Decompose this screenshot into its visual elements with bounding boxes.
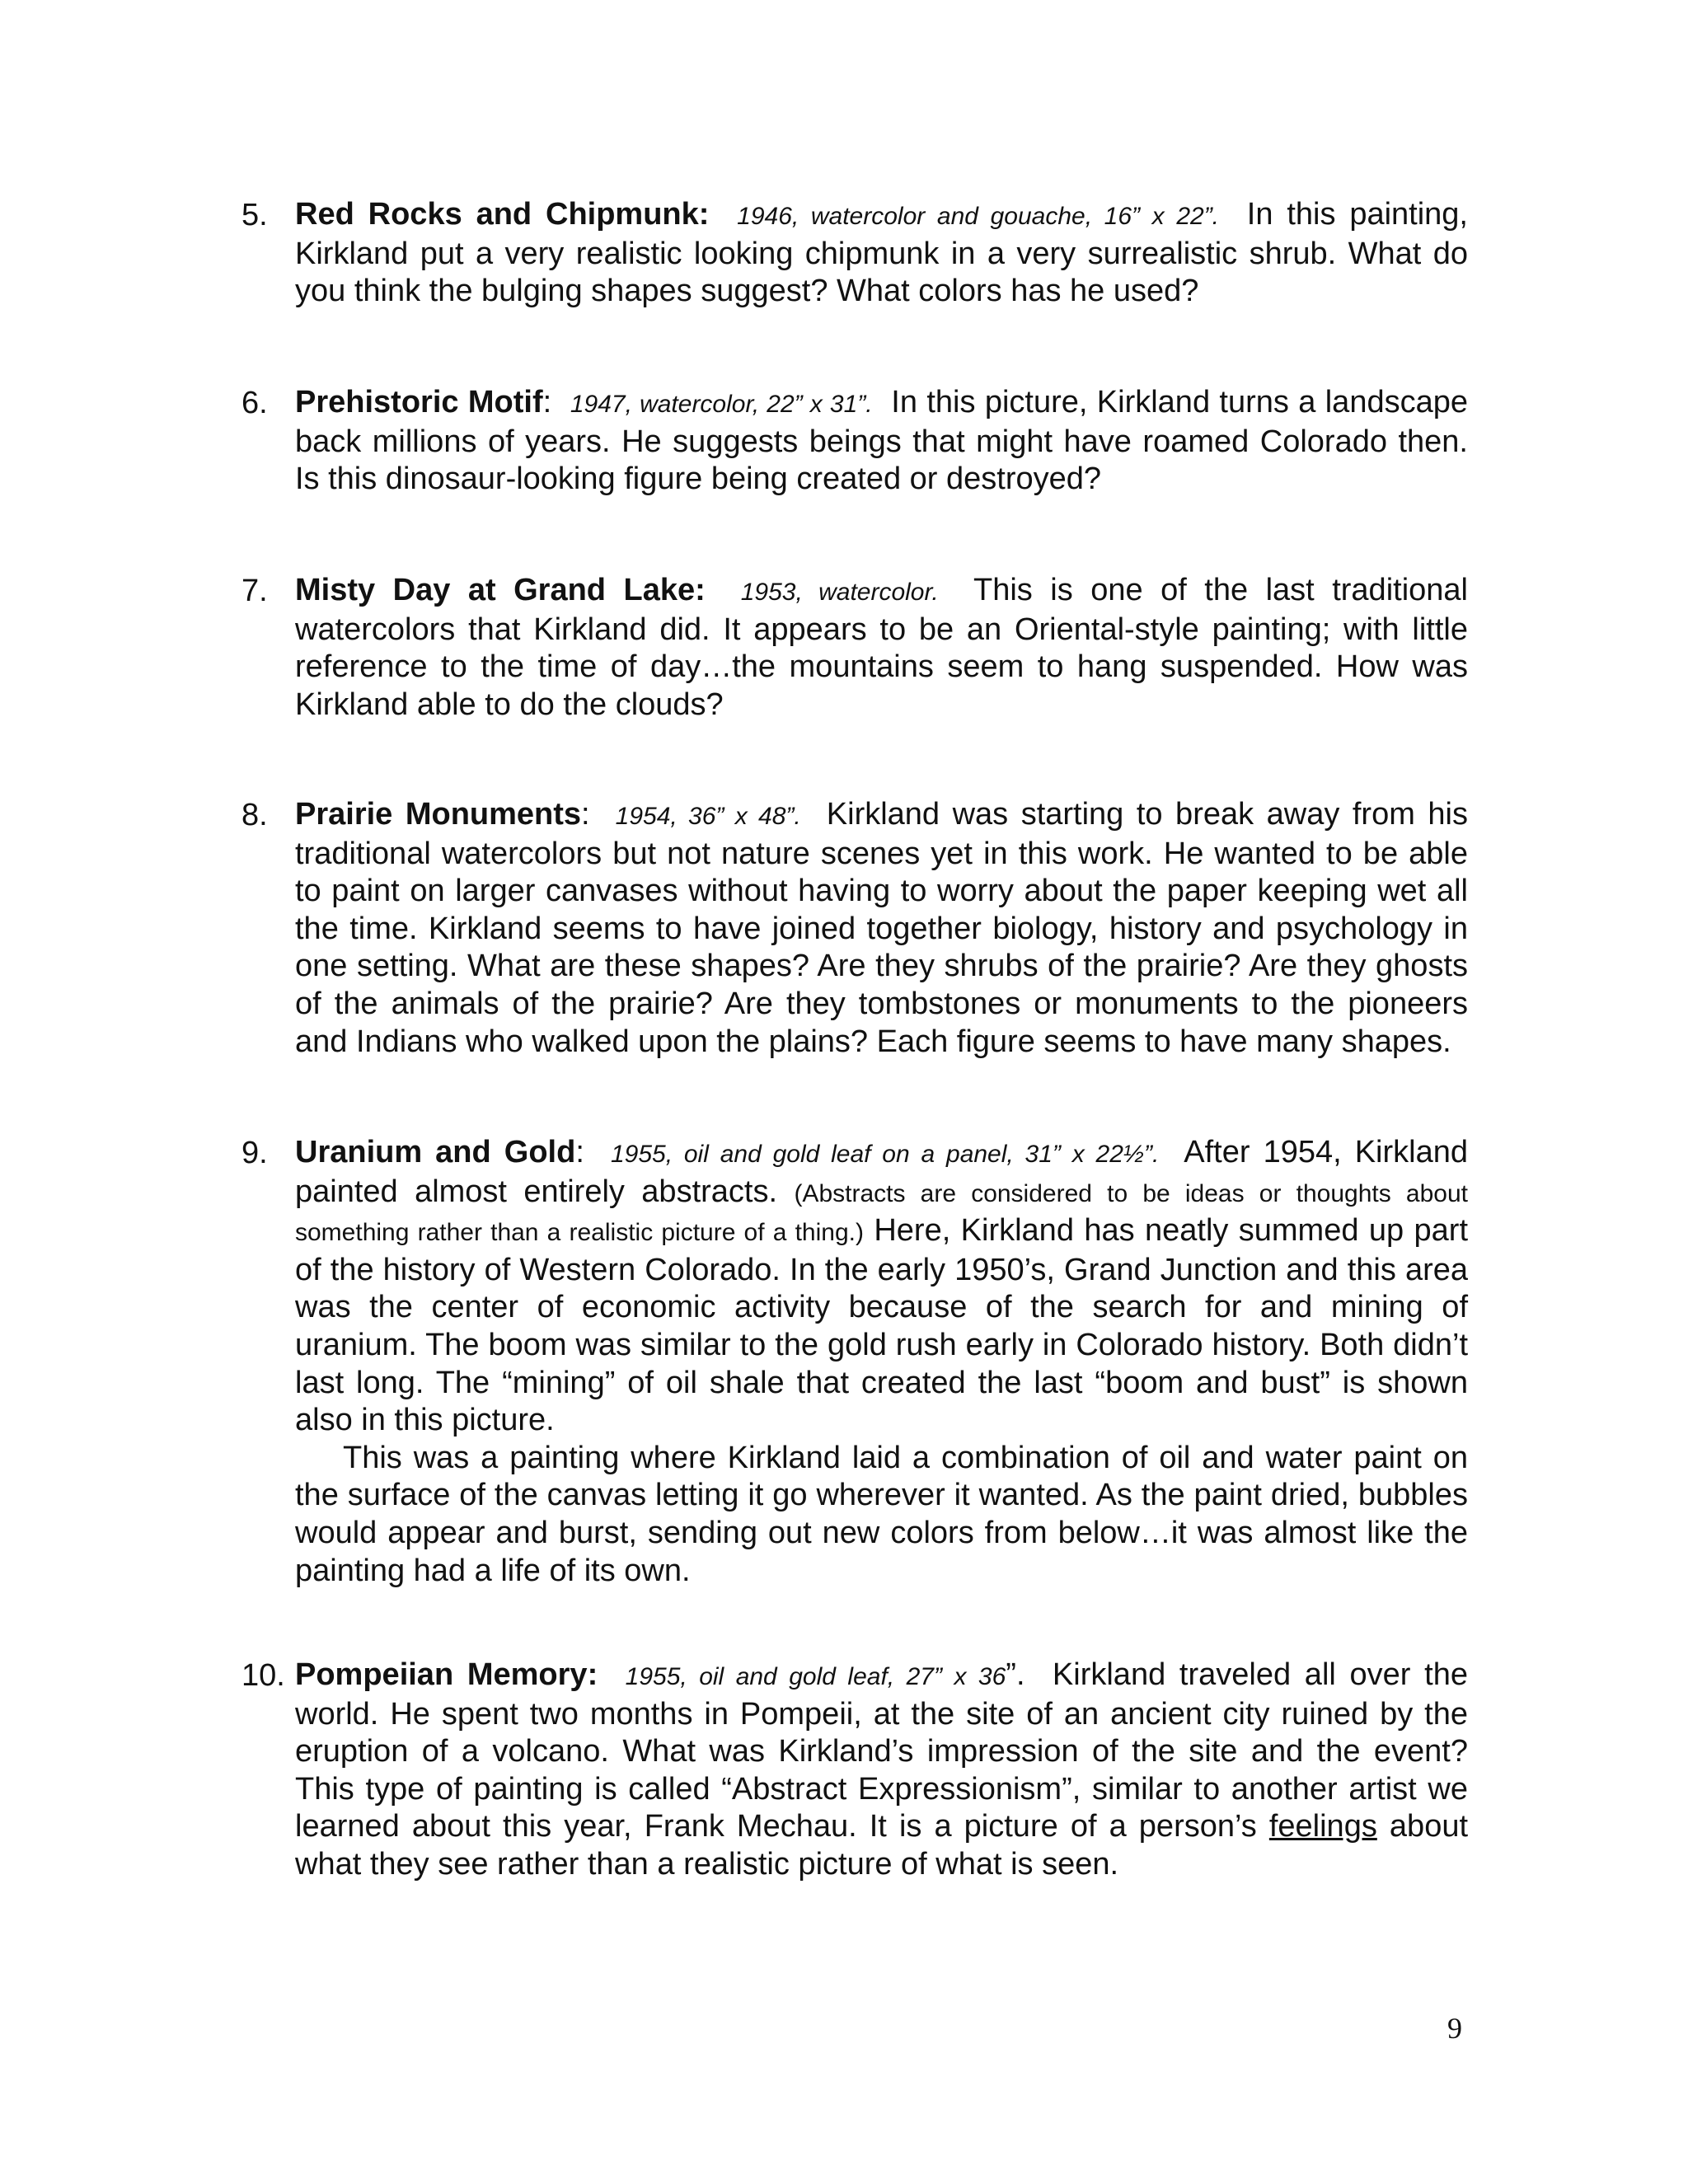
painting-title: Red Rocks and Chipmunk: — [295, 197, 710, 232]
item-number: 5. — [241, 198, 268, 232]
list-item-8 — [241, 796, 1468, 1061]
painting-title: Prehistoric Motif — [295, 385, 543, 419]
item-body — [295, 384, 1468, 499]
painting-details: 1946, watercolor and gouache, 16” x 22”. — [737, 203, 1220, 230]
item-text: This is one of the last traditional watercolors that Kirkland did. It appears to be an Oriental-style painting; with little reference to the time of day…the mountains seem to hang suspended. How was Kirkland able to do the clouds? — [295, 573, 1468, 722]
item-text: After 1954, Kirkland painted almost entirely abstracts. — [295, 1135, 1468, 1209]
item-text: In this picture, Kirkland turns a landscape back millions of years. He suggests beings that might have roamed Colorado then. Is this dinosaur-looking figure being created or destroyed? — [295, 385, 1468, 497]
title-colon: : — [575, 1135, 584, 1169]
item-body — [295, 572, 1468, 724]
list-item-5 — [241, 196, 1468, 311]
indented-paragraph: This was a painting where Kirkland laid a combination of oil and water paint on the surface of the canvas letting it go wherever it wanted. As the paint dried, bubbles would appear and burst, sending out new colors from below…it was almost like the painting had a life of its own. — [295, 1440, 1468, 1588]
parenthetical-note: (Abstracts are considered to be ideas or thoughts about something rather than a realistic picture of a thing.) — [295, 1179, 1468, 1247]
painting-details: 1947, watercolor, 22” x 31”. — [570, 391, 873, 418]
item-text-continued: about what they see rather than a realistic picture of what is seen. — [295, 1809, 1469, 1882]
item-number: 10. — [241, 1658, 285, 1693]
list-item-10 — [241, 1657, 1468, 1884]
item-text: Kirkland was starting to break away from his traditional watercolors but not nature scenes yet in this work. He wanted to be able to paint on larger canvases without having to worry about the paper keeping wet all the time. Kirkland seems to have joined together biology, history and psychology in one setting. What are these shapes? Are they shrubs of the prairie? Are they ghosts of the animals of the prairie? Are they tombstones or monuments to the pioneers and Indians who walked upon the plains? Each figure seems to have many shapes. — [295, 797, 1468, 1059]
item-text: In this painting, Kirkland put a very realistic looking chipmunk in a very surrealistic shrub. What do you think the bulging shapes suggest? What colors has he used? — [295, 197, 1468, 309]
item-number: 7. — [241, 574, 268, 608]
painting-title: Prairie Monuments — [295, 797, 582, 832]
item-number: 9. — [241, 1136, 268, 1170]
painting-title: Misty Day at Grand Lake: — [295, 573, 706, 607]
item-body — [295, 796, 1468, 1061]
item-text-continued: Here, Kirkland has neatly summed up part of the history of Western Colorado. In the early 1950’s, Grand Junction and this area was the center of economic activity because of the search for and mining of uranium. The boom was similar to the gold rush early in Colorado history. Both didn’t last long. The “mining” of oil shale that created the last “boom and bust” is shown also in this picture. — [295, 1213, 1468, 1438]
list-item-9 — [241, 1134, 1468, 1590]
item-number: 8. — [241, 798, 268, 832]
painting-title: Pompeiian Memory: — [295, 1657, 598, 1692]
underlined-word: feelings — [1268, 1809, 1377, 1844]
list-item-6 — [241, 384, 1468, 499]
item-number: 6. — [241, 386, 268, 420]
painting-details: 1955, oil and gold leaf, 27” x 36 — [625, 1663, 1006, 1690]
list-item-7 — [241, 572, 1468, 724]
painting-details: 1955, oil and gold leaf on a panel, 31” x 22½”. — [610, 1141, 1160, 1168]
details-closing-quote: ”. — [1006, 1657, 1025, 1692]
item-text: Kirkland traveled all over the world. He spent two months in Pompeii, at the site of an ancient city ruined by the eruption of a volcano. What was Kirkland’s impression of the site and the event? This type of painting is called “Abstract Expressionism”, similar to another artist we learned about this year, Frank Mechau. It is a picture of a person’s — [295, 1657, 1468, 1844]
title-colon: : — [542, 385, 552, 419]
item-body — [295, 1657, 1468, 1884]
painting-details: 1954, 36” x 48”. — [615, 803, 801, 830]
item-body — [295, 1134, 1468, 1590]
item-body — [295, 196, 1468, 311]
painting-title: Uranium and Gold — [295, 1135, 576, 1169]
title-colon: : — [581, 797, 590, 832]
page-number: 9 — [1447, 2012, 1462, 2045]
painting-details: 1953, watercolor. — [740, 579, 939, 606]
